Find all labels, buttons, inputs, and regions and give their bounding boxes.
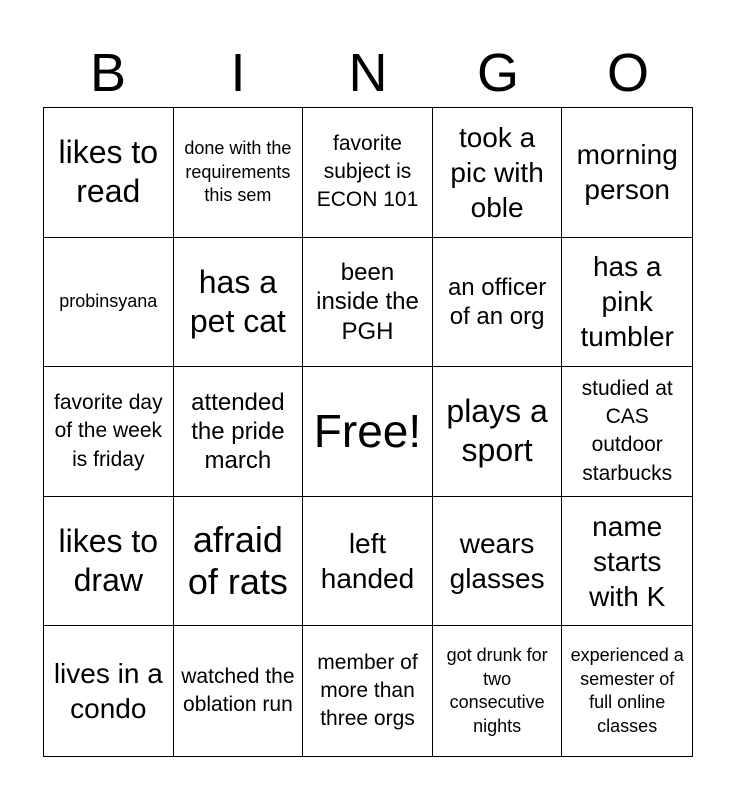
bingo-cell[interactable] xyxy=(562,108,692,238)
bingo-cell[interactable] xyxy=(44,238,174,368)
bingo-cell[interactable] xyxy=(433,238,563,368)
bingo-cell[interactable] xyxy=(433,108,563,238)
cell-text: experienced a semester of full online classes xyxy=(570,645,684,736)
bingo-cell[interactable] xyxy=(433,367,563,497)
cell-text: Free! xyxy=(313,405,422,458)
bingo-cell[interactable] xyxy=(562,497,692,627)
cell-text: has a pet cat xyxy=(189,263,286,339)
bingo-cell[interactable] xyxy=(562,626,692,756)
cell-text: has a pink tumbler xyxy=(580,251,674,353)
bingo-cell[interactable] xyxy=(303,238,433,368)
cell-text: likes to draw xyxy=(58,523,159,599)
bingo-cell[interactable] xyxy=(44,367,174,497)
bingo-cell[interactable] xyxy=(174,238,304,368)
free-space[interactable] xyxy=(303,367,433,497)
cell-text: attended the pride march xyxy=(191,388,285,475)
header-letter-n: N xyxy=(348,43,388,103)
cell-text: morning person xyxy=(576,139,678,206)
bingo-cell[interactable] xyxy=(303,108,433,238)
cell-text: watched the oblation run xyxy=(181,664,295,717)
cell-text: wears glasses xyxy=(449,528,545,595)
bingo-cell[interactable] xyxy=(174,367,304,497)
cell-text: favorite day of the week is friday xyxy=(54,390,163,471)
cell-text: name starts with K xyxy=(589,510,666,612)
cell-text: left handed xyxy=(320,528,415,595)
header-letter-i: I xyxy=(230,43,246,103)
bingo-cell[interactable] xyxy=(562,367,692,497)
bingo-cell[interactable] xyxy=(303,626,433,756)
bingo-cell[interactable] xyxy=(174,626,304,756)
header-letter-g: G xyxy=(476,43,519,103)
bingo-board xyxy=(43,107,693,757)
bingo-cell[interactable] xyxy=(562,238,692,368)
bingo-cell[interactable] xyxy=(44,626,174,756)
bingo-cell[interactable] xyxy=(44,497,174,627)
cell-text: likes to read xyxy=(58,134,159,210)
cell-text: probinsyana xyxy=(59,291,158,312)
cell-text: lives in a condo xyxy=(53,658,163,725)
bingo-cell[interactable] xyxy=(44,108,174,238)
header-letter-o: O xyxy=(606,43,649,103)
cell-text: an officer of an org xyxy=(447,273,547,330)
cell-text: been inside the PGH xyxy=(316,258,419,345)
cell-text: got drunk for two consecutive nights xyxy=(446,645,548,736)
cell-text: done with the requirements this sem xyxy=(184,138,292,205)
cell-text: member of more than three orgs xyxy=(317,650,418,731)
bingo-cell[interactable] xyxy=(433,497,563,627)
cell-text: favorite subject is ECON 101 xyxy=(316,131,419,212)
bingo-header xyxy=(43,38,693,108)
cell-text: took a pic with oble xyxy=(450,121,544,223)
cell-text: afraid of rats xyxy=(187,518,288,603)
bingo-cell[interactable] xyxy=(433,626,563,756)
bingo-cell[interactable] xyxy=(174,497,304,627)
bingo-cell[interactable] xyxy=(303,497,433,627)
cell-text: plays a sport xyxy=(446,393,548,469)
header-letter-b: B xyxy=(89,43,127,103)
cell-text: studied at CAS outdoor starbucks xyxy=(581,376,673,485)
bingo-cell[interactable] xyxy=(174,108,304,238)
